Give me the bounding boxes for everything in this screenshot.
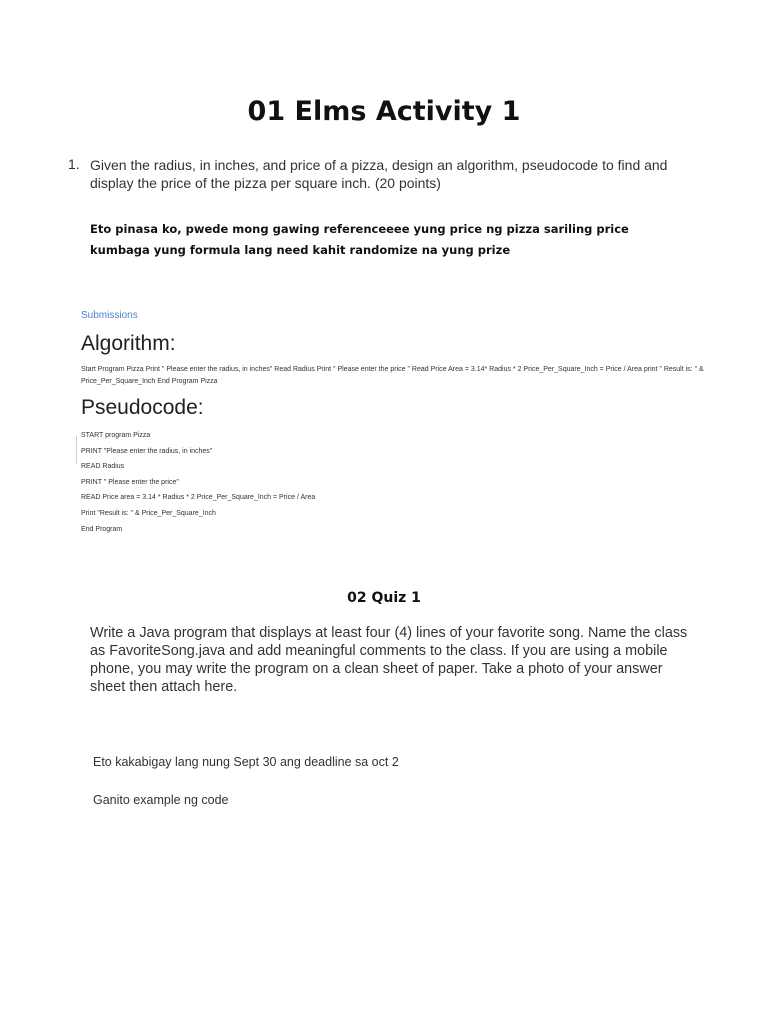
- code-example-note: Ganito example ng code: [93, 793, 229, 807]
- submissions-link[interactable]: Submissions: [81, 310, 138, 321]
- algorithm-heading: Algorithm:: [81, 332, 176, 355]
- student-note: Eto pinasa ko, pwede mong gawing referenceeee yung price ng pizza sariling price kumbaga yung formula lang need kahit randomize na yung prize: [90, 222, 629, 257]
- algorithm-text: Start Program Pizza Print " Please enter the radius, in inches" Read Radius Print " Please enter the price " Read Price Area = 3.14* Radius * 2 Price_Per_Square_Inch = Price / Area print " Result is: " & Price_Per_Square_Inch End Program Pizza: [81, 366, 704, 385]
- pseudocode-line: START program Pizza: [81, 432, 151, 439]
- question-text: Given the radius, in inches, and price of a pizza, design an algorithm, pseudocode to find and display the price of the pizza per square inch. (20 points): [90, 157, 668, 191]
- deadline-note: Eto kakabigay lang nung Sept 30 ang deadline sa oct 2: [93, 755, 399, 769]
- quiz-title: 02 Quiz 1: [347, 590, 421, 606]
- pseudocode-line: PRINT " Please enter the price": [81, 478, 179, 486]
- code-gutter-line: [76, 436, 77, 464]
- pseudocode-line: READ Price area = 3.14 * Radius * 2 Price_Per_Square_Inch = Price / Area: [81, 494, 316, 502]
- pseudocode-line: Print "Result is: " & Price_Per_Square_Inch: [81, 509, 216, 517]
- pseudocode-heading: Pseudocode:: [81, 396, 204, 419]
- page-title: 01 Elms Activity 1: [247, 96, 521, 127]
- pseudocode-line: End Program: [81, 525, 123, 533]
- pseudocode-list: [81, 428, 481, 537]
- question-number: 1.: [68, 156, 80, 172]
- pseudocode-line: PRINT "Please enter the radius, in inches": [81, 447, 213, 455]
- submission-screenshot: [76, 302, 746, 538]
- quiz-text: Write a Java program that displays at least four (4) lines of your favorite song. Name the class as FavoriteSong.java and add meaningful comments to the class. If you are using a mobile phone, you may write the program on a clean sheet of paper. Take a photo of your answer sheet then attach here.: [90, 625, 688, 695]
- pseudocode-line: READ Radius: [81, 463, 125, 471]
